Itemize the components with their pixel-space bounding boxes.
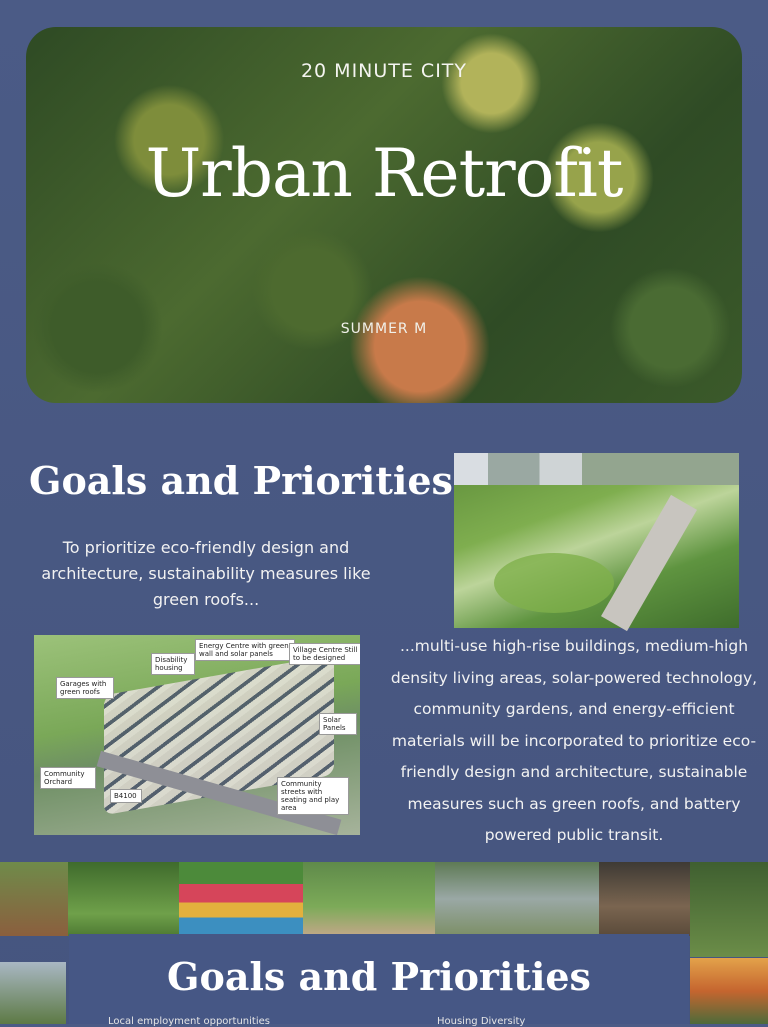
section2-right-item: Housing Diversity (437, 1016, 526, 1027)
photo-colorful-playground (179, 862, 303, 936)
section2-card (69, 934, 689, 1024)
photo-building-greenery (0, 962, 66, 1024)
hero-banner (26, 27, 742, 403)
photo-fitness-area (435, 862, 599, 936)
park-aerial-photo (454, 453, 739, 628)
callout-energy: Energy Centre with green wall and solar panels (195, 639, 295, 661)
callout-solar: Solar Panels (319, 713, 357, 735)
photo-play-area (303, 862, 435, 936)
section2-heading: Goals and Priorities (167, 954, 591, 999)
neighbourhood-illustration (34, 635, 360, 835)
callout-village: Village Centre Still to be designed (289, 643, 360, 665)
hero-title: Urban Retrofit (145, 135, 623, 212)
photo-picnic-park (68, 862, 179, 936)
photo-forest-path (690, 862, 768, 957)
path-shape (601, 495, 697, 631)
section1-heading: Goals and Priorities (29, 458, 453, 503)
city-skyline-shape (454, 453, 739, 485)
hero-kicker: 20 MINUTE CITY (300, 60, 468, 82)
photo-patio (599, 862, 690, 936)
photo-sunset-trees (690, 958, 768, 1024)
callout-streets: Community streets with seating and play area (277, 777, 349, 815)
callout-garages: Garages with green roofs (56, 677, 114, 699)
lawn-shape (494, 553, 614, 613)
callout-disability: Disability housing (151, 653, 195, 675)
section2-left-item: Local employment opportunities (108, 1016, 270, 1027)
callout-orchard: Community Orchard (40, 767, 96, 789)
section1-body: ...multi-use high-rise buildings, medium-high density living areas, solar-powered technology, community gardens, and energy-efficient materials will be incorporated to prioritize eco-friendly design and architecture, sustainable measures such as green roofs, and battery powered public transit. (390, 637, 758, 844)
callout-road: B4100 (110, 789, 142, 803)
photo-playground-trees (0, 862, 68, 936)
hero-author: SUMMER M (340, 321, 428, 337)
section1-intro: To prioritize eco-friendly design and architecture, sustainability measures like green roofs... (41, 538, 371, 609)
